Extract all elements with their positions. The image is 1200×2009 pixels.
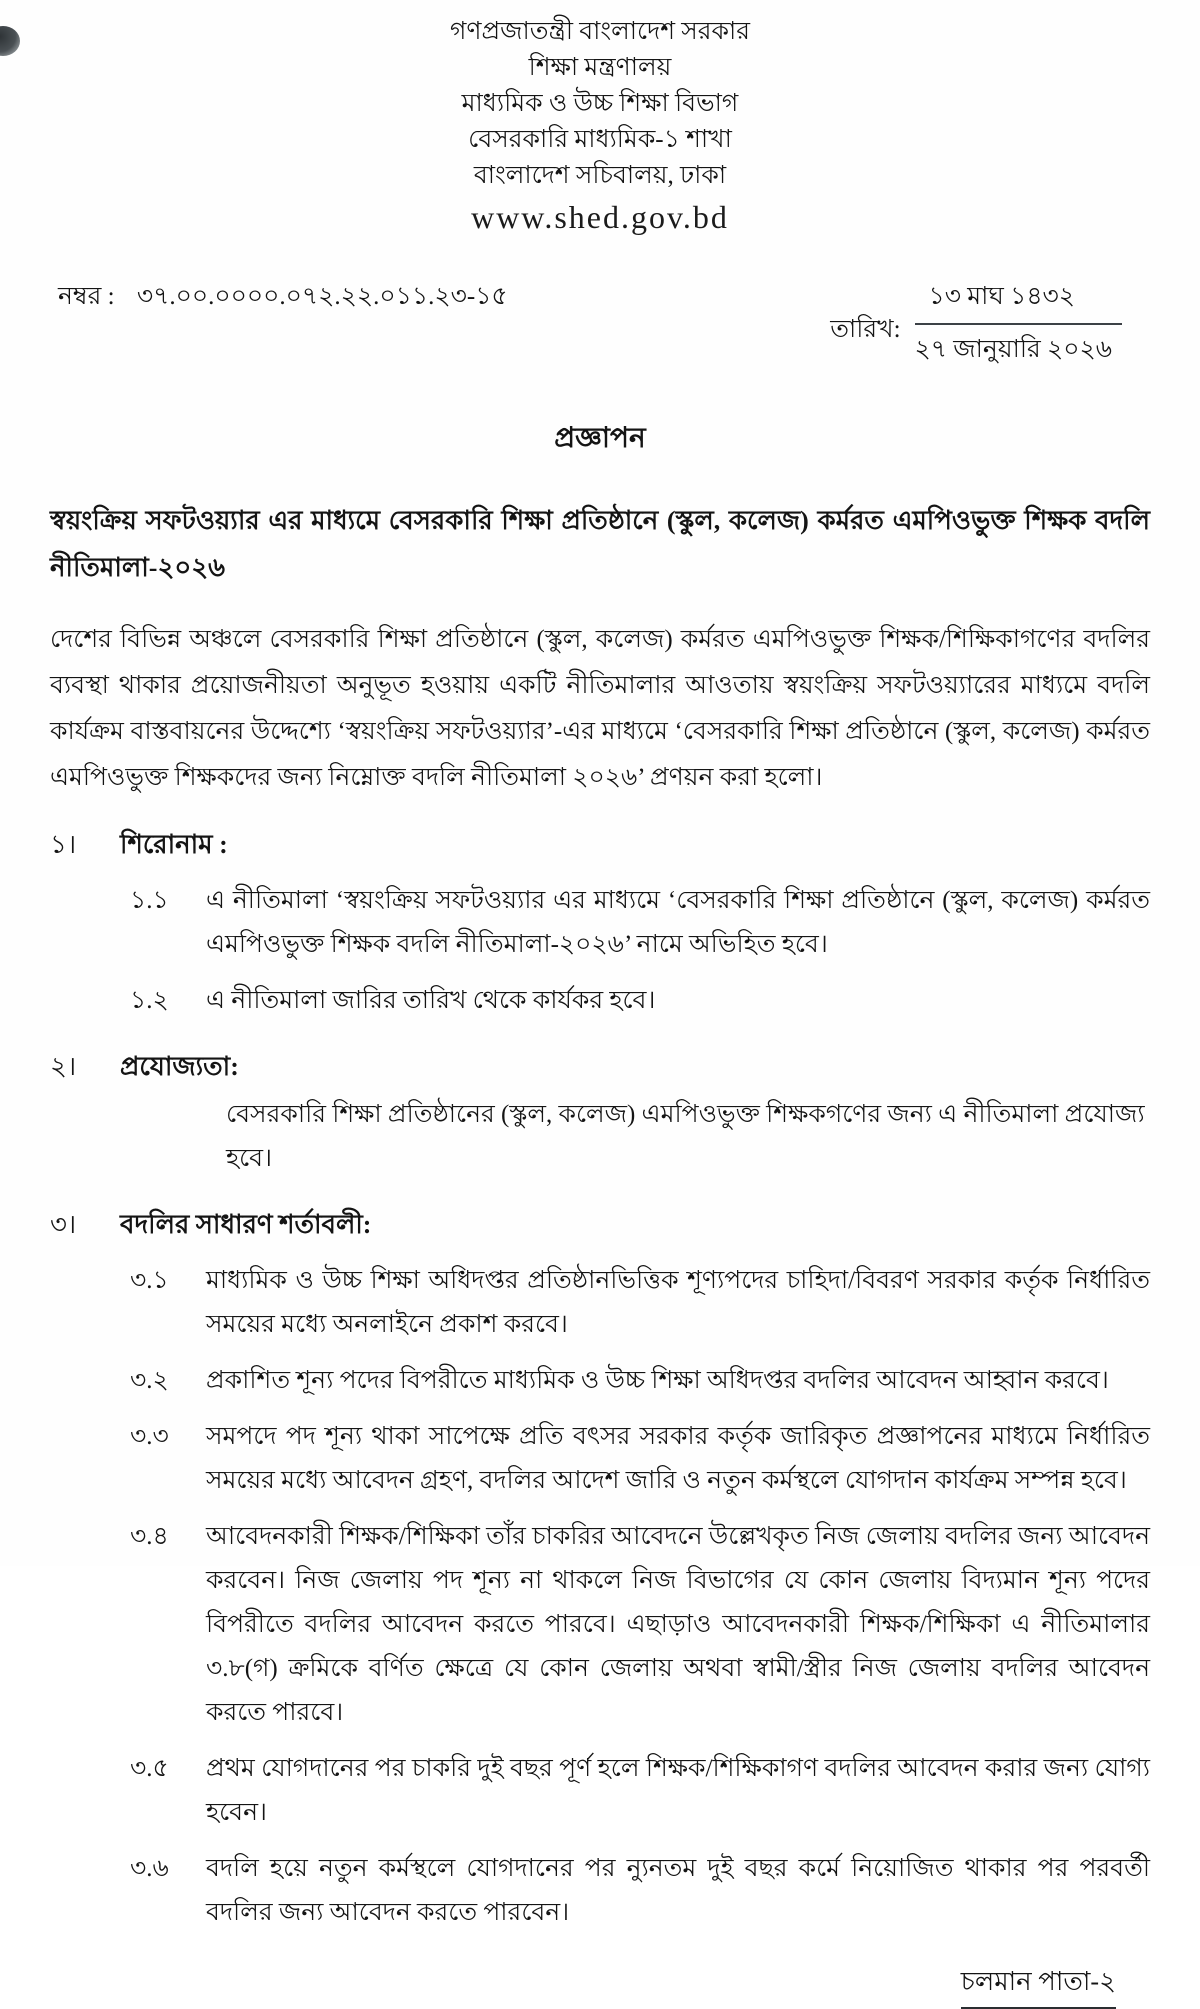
item-text: প্রথম যোগদানের পর চাকরি দুই বছর পূর্ণ হলে শিক্ষক/শিক্ষিকাগণ বদলির আবেদন করার জন্য যোগ্য হবেন। (206, 1755, 1150, 1826)
date-bangla: ১৩ মাঘ ১৪৩২ (915, 276, 1122, 325)
secretariat-address: বাংলাদেশ সচিবালয়, ঢাকা (473, 162, 727, 189)
list-item (50, 1259, 1150, 1347)
item-text: বদলি হয়ে নতুন কর্মস্থলে যোগদানের পর ন্যুনতম দুই বছর কর্মে নিয়োজিত থাকার পর পরবর্তী বদলির জন্য আবেদন করতে পারবেন। (206, 1855, 1150, 1926)
document-title: স্বয়ংক্রিয় সফটওয়্যার এর মাধ্যমে বেসরকারি শিক্ষা প্রতিষ্ঠানে (স্কুল, কলেজ) কর্মরত এমপিওভুক্ত শিক্ষক বদলি নীতিমালা-২০২৬ (50, 506, 1150, 582)
list-item (50, 1847, 1150, 1935)
item-number: ১.২ (130, 987, 169, 1014)
date-label: তারিখ: (830, 315, 901, 343)
section-1-number: ১। (50, 830, 77, 859)
notice-heading: প্রজ্ঞাপন (554, 423, 646, 454)
section-1-heading: শিরোনাম : (120, 830, 228, 859)
section-3-heading-row (50, 1203, 1150, 1247)
division-name: মাধ্যমিক ও উচ্চ শিক্ষা বিভাগ (461, 90, 739, 117)
section-2-heading-row (50, 1045, 1150, 1089)
list-item (50, 879, 1150, 967)
item-number: ৩.৫ (130, 1755, 169, 1782)
list-item (50, 1515, 1150, 1735)
memo-number-label: নম্বর : (58, 283, 115, 310)
website-url: www.shed.gov.bd (471, 199, 729, 235)
section-2-body: বেসরকারি শিক্ষা প্রতিষ্ঠানের (স্কুল, কলেজ) এমপিওভুক্ত শিক্ষকগণের জন্য এ নীতিমালা প্রযোজ্য হবে। (226, 1101, 1145, 1172)
section-3-heading: বদলির সাধারণ শর্তাবলী: (120, 1210, 372, 1239)
branch-name: বেসরকারি মাধ্যমিক-১ শাখা (468, 126, 732, 153)
item-text: এ নীতিমালা জারির তারিখ থেকে কার্যকর হবে। (206, 987, 656, 1014)
footer-row (50, 1961, 1150, 2009)
section-2-number: ২। (50, 1052, 77, 1081)
item-number: ৩.৩ (130, 1423, 169, 1450)
list-item (50, 1359, 1150, 1403)
item-number: ১.১ (130, 887, 169, 914)
item-text: এ নীতিমালা ‘স্বয়ংক্রিয় সফটওয়্যার এর মাধ্যমে ‘বেসরকারি শিক্ষা প্রতিষ্ঠানে (স্কুল, কলেজ) কর্মরত এমপিওভুক্ত শিক্ষক বদলি নীতিমালা-২০২৬’ নামে অভিহিত হবে। (206, 887, 1150, 958)
item-text: আবেদনকারী শিক্ষক/শিক্ষিকা তাঁর চাকরির আবেদনে উল্লেখকৃত নিজ জেলায় বদলির জন্য আবেদন করবেন। নিজ জেলায় পদ শূন্য না থাকলে নিজ বিভাগের যে কোন জেলায় বিদ্যমান শূন্য পদের বিপরীতে বদলির আবেদন করতে পারবে। এছাড়াও আবেদনকারী শিক্ষক/শিক্ষিকা এ নীতিমালার ৩.৮(গ) ক্রমিকে বর্ণিত ক্ষেত্রে যে কোন জেলায় অথবা স্বামী/স্ত্রীর নিজ জেলায় বদলির আবেদন করতে পারবে। (206, 1523, 1150, 1726)
item-number: ৩.৪ (130, 1523, 169, 1550)
item-text: মাধ্যমিক ও উচ্চ শিক্ষা অধিদপ্তর প্রতিষ্ঠানভিত্তিক শূণ্যপদের চাহিদা/বিবরণ সরকার কর্তৃক নির্ধারিত সময়ের মধ্যে অনলাইনে প্রকাশ করবে। (206, 1267, 1150, 1338)
date-gregorian: ২৭ জানুয়ারি ২০২৬ (914, 336, 1112, 363)
section-3-number: ৩। (50, 1210, 77, 1239)
list-item (50, 1747, 1150, 1835)
ministry-name: শিক্ষা মন্ত্রণালয় (528, 54, 672, 81)
item-number: ৩.২ (130, 1367, 169, 1394)
date-stack (915, 276, 1122, 372)
item-number: ৩.১ (130, 1267, 169, 1294)
list-item (50, 1415, 1150, 1503)
letterhead (50, 14, 1150, 238)
continuation-note: চলমান পাতা-২ (961, 1961, 1116, 2009)
memo-number (50, 276, 508, 319)
section-2-heading: প্রযোজ্যতা: (120, 1052, 239, 1081)
item-number: ৩.৬ (130, 1855, 169, 1882)
list-item (50, 979, 1150, 1023)
item-text: সমপদে পদ শূন্য থাকা সাপেক্ষে প্রতি বৎসর সরকার কর্তৃক জারিকৃত প্রজ্ঞাপনের মাধ্যমে নির্ধারিত সময়ের মধ্যে আবেদন গ্রহণ, বদলির আদেশ জারি ও নতুন কর্মস্থলে যোগদান কার্যক্রম সম্পন্ন হবে। (206, 1423, 1150, 1494)
intro-paragraph: দেশের বিভিন্ন অঞ্চলে বেসরকারি শিক্ষা প্রতিষ্ঠানে (স্কুল, কলেজ) কর্মরত এমপিওভুক্ত শিক্ষক/শিক্ষিকাগণের বদলির ব্যবস্থা থাকার প্রয়োজনীয়তা অনুভূত হওয়ায় একটি নীতিমালার আওতায় স্বয়ংক্রিয় সফটওয়্যারের মাধ্যমে বদলি কার্যক্রম বাস্তবায়নের উদ্দেশ্যে ‘স্বয়ংক্রিয় সফটওয়্যার’-এর মাধ্যমে ‘বেসরকারি শিক্ষা প্রতিষ্ঠানে (স্কুল, কলেজ) কর্মরত এমপিওভুক্ত শিক্ষকদের জন্য নিম্নোক্ত বদলি নীতিমালা ২০২৬’ প্রণয়ন করা হলো। (50, 626, 1150, 791)
memo-meta-row (50, 276, 1150, 372)
memo-number-value: ৩৭.০০.০০০০.০৭২.২২.০১১.২৩-১৫ (136, 283, 508, 310)
section-1-heading-row (50, 823, 1150, 867)
government-name: গণপ্রজাতন্ত্রী বাংলাদেশ সরকার (449, 18, 751, 45)
date-group (830, 276, 1122, 372)
item-text: প্রকাশিত শূন্য পদের বিপরীতে মাধ্যমিক ও উচ্চ শিক্ষা অধিদপ্তর বদলির আবেদন আহ্বান করবে। (206, 1367, 1109, 1394)
